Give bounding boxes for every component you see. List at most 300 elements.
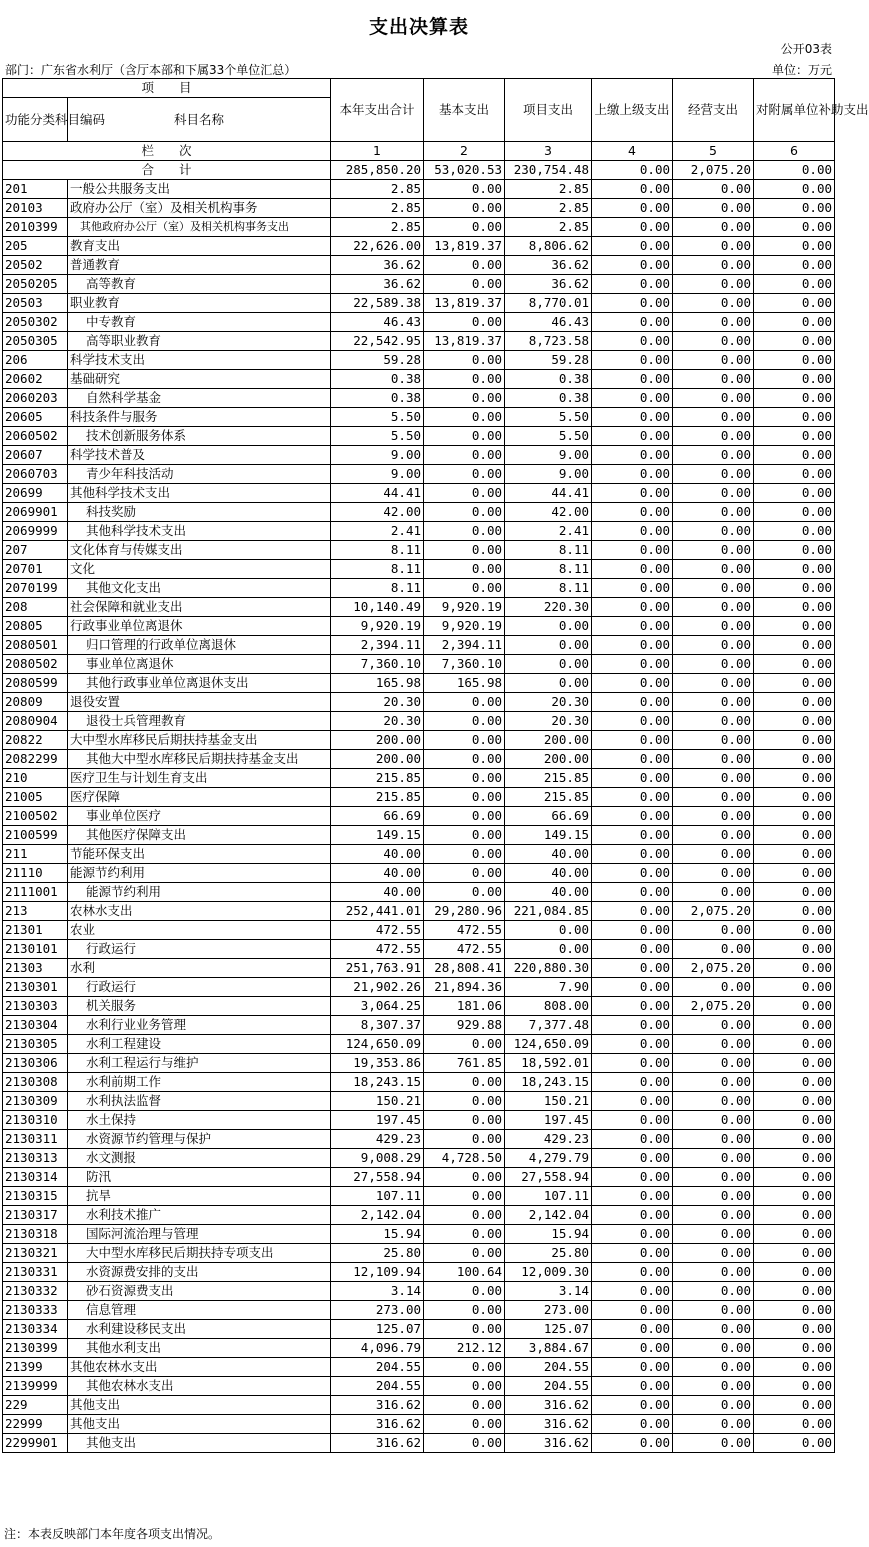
amount-cell: 0.00 bbox=[592, 1092, 673, 1111]
amount-cell: 0.00 bbox=[673, 1377, 754, 1396]
amount-cell: 4,728.50 bbox=[424, 1149, 505, 1168]
amount-cell: 0.00 bbox=[592, 218, 673, 237]
amount-cell: 0.00 bbox=[592, 1130, 673, 1149]
amount-cell: 150.21 bbox=[331, 1092, 424, 1111]
amount-cell: 0.00 bbox=[754, 1130, 835, 1149]
amount-cell: 0.00 bbox=[754, 731, 835, 750]
col-index: 1 bbox=[331, 142, 424, 161]
amount-cell: 0.00 bbox=[673, 275, 754, 294]
amount-cell: 200.00 bbox=[505, 731, 592, 750]
subject-name: 其他大中型水库移民后期扶持基金支出 bbox=[68, 750, 331, 769]
amount-cell: 125.07 bbox=[331, 1320, 424, 1339]
table-row bbox=[3, 940, 835, 959]
subject-name: 其他科学技术支出 bbox=[68, 522, 331, 541]
amount-cell: 0.00 bbox=[592, 1358, 673, 1377]
subject-name: 水利 bbox=[68, 959, 331, 978]
amount-cell: 0.00 bbox=[754, 598, 835, 617]
amount-cell: 46.43 bbox=[505, 313, 592, 332]
amount-cell: 0.00 bbox=[754, 1339, 835, 1358]
table-row bbox=[3, 1130, 835, 1149]
amount-cell: 124,650.09 bbox=[331, 1035, 424, 1054]
subject-name: 退役安置 bbox=[68, 693, 331, 712]
subject-code: 20502 bbox=[3, 256, 68, 275]
subject-code: 211 bbox=[3, 845, 68, 864]
subject-code: 2130101 bbox=[3, 940, 68, 959]
amount-cell: 8.11 bbox=[505, 579, 592, 598]
amount-cell: 0.00 bbox=[592, 313, 673, 332]
amount-cell: 0.00 bbox=[673, 655, 754, 674]
amount-cell: 27,558.94 bbox=[331, 1168, 424, 1187]
table-row bbox=[3, 1111, 835, 1130]
amount-cell: 0.00 bbox=[673, 1434, 754, 1453]
amount-cell: 0.00 bbox=[424, 769, 505, 788]
amount-cell: 204.55 bbox=[505, 1377, 592, 1396]
amount-cell: 13,819.37 bbox=[424, 332, 505, 351]
amount-cell: 107.11 bbox=[331, 1187, 424, 1206]
subject-code: 20602 bbox=[3, 370, 68, 389]
amount-cell: 0.00 bbox=[673, 541, 754, 560]
amount-cell: 100.64 bbox=[424, 1263, 505, 1282]
table-row bbox=[3, 807, 835, 826]
form-number: 公开03表 bbox=[780, 42, 832, 56]
amount-cell: 3,884.67 bbox=[505, 1339, 592, 1358]
amount-cell: 0.00 bbox=[754, 921, 835, 940]
table-row bbox=[3, 560, 835, 579]
table-row bbox=[3, 788, 835, 807]
amount-cell: 0.00 bbox=[754, 465, 835, 484]
amount-cell: 0.00 bbox=[673, 598, 754, 617]
amount-cell: 12,109.94 bbox=[331, 1263, 424, 1282]
amount-cell: 0.00 bbox=[673, 579, 754, 598]
subject-name: 其他农林水支出 bbox=[68, 1377, 331, 1396]
amount-cell: 0.00 bbox=[673, 256, 754, 275]
col-index: 4 bbox=[592, 142, 673, 161]
amount-cell: 0.00 bbox=[592, 1415, 673, 1434]
amount-cell: 0.00 bbox=[673, 845, 754, 864]
amount-cell: 0.00 bbox=[424, 731, 505, 750]
amount-cell: 0.00 bbox=[592, 845, 673, 864]
col-upper-header: 上缴上级支出 bbox=[592, 79, 673, 142]
subject-name: 水利建设移民支出 bbox=[68, 1320, 331, 1339]
subject-name: 科技条件与服务 bbox=[68, 408, 331, 427]
amount-cell: 59.28 bbox=[331, 351, 424, 370]
subject-name: 大中型水库移民后期扶持专项支出 bbox=[68, 1244, 331, 1263]
subject-code: 2299901 bbox=[3, 1434, 68, 1453]
amount-cell: 0.00 bbox=[592, 541, 673, 560]
subject-code: 2130331 bbox=[3, 1263, 68, 1282]
table-row bbox=[3, 1358, 835, 1377]
amount-cell: 0.00 bbox=[424, 465, 505, 484]
amount-cell: 0.00 bbox=[754, 1206, 835, 1225]
amount-cell: 0.00 bbox=[673, 237, 754, 256]
amount-cell: 0.00 bbox=[673, 731, 754, 750]
amount-cell: 0.00 bbox=[754, 1054, 835, 1073]
lanci-header: 栏 次 bbox=[3, 142, 331, 161]
amount-cell: 66.69 bbox=[505, 807, 592, 826]
amount-cell: 0.00 bbox=[424, 484, 505, 503]
amount-cell: 0.00 bbox=[424, 1225, 505, 1244]
amount-cell: 0.00 bbox=[592, 826, 673, 845]
total-value: 285,850.20 bbox=[331, 161, 424, 180]
amount-cell: 0.00 bbox=[592, 275, 673, 294]
amount-cell: 0.00 bbox=[754, 1149, 835, 1168]
amount-cell: 0.00 bbox=[592, 997, 673, 1016]
subject-code: 20605 bbox=[3, 408, 68, 427]
subject-code: 2130318 bbox=[3, 1225, 68, 1244]
amount-cell: 0.00 bbox=[754, 788, 835, 807]
amount-cell: 124,650.09 bbox=[505, 1035, 592, 1054]
table-row bbox=[3, 1396, 835, 1415]
table-row bbox=[3, 446, 835, 465]
amount-cell: 212.12 bbox=[424, 1339, 505, 1358]
table-row bbox=[3, 1054, 835, 1073]
amount-cell: 0.00 bbox=[673, 370, 754, 389]
amount-cell: 9,920.19 bbox=[331, 617, 424, 636]
table-row bbox=[3, 218, 835, 237]
subject-name: 其他政府办公厅（室）及相关机构事务支出 bbox=[68, 218, 331, 237]
subject-code: 2130333 bbox=[3, 1301, 68, 1320]
subject-name: 事业单位离退休 bbox=[68, 655, 331, 674]
subject-code: 2050305 bbox=[3, 332, 68, 351]
amount-cell: 0.00 bbox=[424, 1035, 505, 1054]
amount-cell: 0.00 bbox=[424, 256, 505, 275]
amount-cell: 0.00 bbox=[592, 598, 673, 617]
subject-name: 一般公共服务支出 bbox=[68, 180, 331, 199]
amount-cell: 0.00 bbox=[754, 446, 835, 465]
func-code-header: 功能分类科目编码 bbox=[3, 98, 68, 142]
amount-cell: 44.41 bbox=[331, 484, 424, 503]
amount-cell: 13,819.37 bbox=[424, 294, 505, 313]
amount-cell: 0.00 bbox=[673, 769, 754, 788]
amount-cell: 0.00 bbox=[754, 313, 835, 332]
subject-name: 水资源节约管理与保护 bbox=[68, 1130, 331, 1149]
amount-cell: 0.00 bbox=[592, 389, 673, 408]
subject-code: 2050302 bbox=[3, 313, 68, 332]
subject-code: 2069999 bbox=[3, 522, 68, 541]
subject-name: 能源节约利用 bbox=[68, 883, 331, 902]
amount-cell: 316.62 bbox=[505, 1434, 592, 1453]
amount-cell: 0.00 bbox=[754, 1187, 835, 1206]
amount-cell: 2.85 bbox=[505, 199, 592, 218]
amount-cell: 150.21 bbox=[505, 1092, 592, 1111]
amount-cell: 0.00 bbox=[754, 1168, 835, 1187]
amount-cell: 2.41 bbox=[331, 522, 424, 541]
amount-cell: 125.07 bbox=[505, 1320, 592, 1339]
subject-name: 退役士兵管理教育 bbox=[68, 712, 331, 731]
amount-cell: 5.50 bbox=[331, 427, 424, 446]
amount-cell: 0.00 bbox=[592, 921, 673, 940]
amount-cell: 0.00 bbox=[592, 978, 673, 997]
table-row bbox=[3, 389, 835, 408]
amount-cell: 0.00 bbox=[424, 1092, 505, 1111]
amount-cell: 0.38 bbox=[331, 389, 424, 408]
amount-cell: 472.55 bbox=[331, 921, 424, 940]
amount-cell: 0.00 bbox=[673, 484, 754, 503]
amount-cell: 0.00 bbox=[424, 1206, 505, 1225]
total-value: 230,754.48 bbox=[505, 161, 592, 180]
subject-code: 2080502 bbox=[3, 655, 68, 674]
subject-code: 2130321 bbox=[3, 1244, 68, 1263]
amount-cell: 36.62 bbox=[505, 256, 592, 275]
amount-cell: 9,008.29 bbox=[331, 1149, 424, 1168]
amount-cell: 40.00 bbox=[331, 845, 424, 864]
amount-cell: 0.00 bbox=[592, 560, 673, 579]
amount-cell: 0.00 bbox=[592, 1282, 673, 1301]
amount-cell: 0.00 bbox=[424, 712, 505, 731]
project-header: 项 目 bbox=[3, 79, 331, 98]
amount-cell: 2.85 bbox=[505, 218, 592, 237]
amount-cell: 0.00 bbox=[754, 1016, 835, 1035]
table-row bbox=[3, 1244, 835, 1263]
subject-code: 2130399 bbox=[3, 1339, 68, 1358]
amount-cell: 7,377.48 bbox=[505, 1016, 592, 1035]
amount-cell: 0.00 bbox=[754, 1263, 835, 1282]
subject-name: 机关服务 bbox=[68, 997, 331, 1016]
amount-cell: 0.00 bbox=[673, 1396, 754, 1415]
subject-name: 医疗卫生与计划生育支出 bbox=[68, 769, 331, 788]
amount-cell: 0.00 bbox=[673, 788, 754, 807]
amount-cell: 4,279.79 bbox=[505, 1149, 592, 1168]
amount-cell: 0.00 bbox=[592, 427, 673, 446]
amount-cell: 0.00 bbox=[673, 1168, 754, 1187]
amount-cell: 0.00 bbox=[673, 674, 754, 693]
subject-name: 抗旱 bbox=[68, 1187, 331, 1206]
subject-name: 其他行政事业单位离退休支出 bbox=[68, 674, 331, 693]
amount-cell: 0.00 bbox=[754, 1377, 835, 1396]
amount-cell: 0.00 bbox=[754, 1434, 835, 1453]
subject-code: 2080904 bbox=[3, 712, 68, 731]
amount-cell: 59.28 bbox=[505, 351, 592, 370]
amount-cell: 0.00 bbox=[424, 1187, 505, 1206]
amount-cell: 66.69 bbox=[331, 807, 424, 826]
amount-cell: 761.85 bbox=[424, 1054, 505, 1073]
table-row bbox=[3, 370, 835, 389]
subject-name: 农林水支出 bbox=[68, 902, 331, 921]
table-row bbox=[3, 1434, 835, 1453]
table-row bbox=[3, 864, 835, 883]
amount-cell: 0.00 bbox=[424, 560, 505, 579]
amount-cell: 0.00 bbox=[673, 313, 754, 332]
amount-cell: 0.00 bbox=[424, 883, 505, 902]
subject-code: 2100502 bbox=[3, 807, 68, 826]
amount-cell: 215.85 bbox=[505, 788, 592, 807]
amount-cell: 7.90 bbox=[505, 978, 592, 997]
amount-cell: 8,770.01 bbox=[505, 294, 592, 313]
subject-code: 2069901 bbox=[3, 503, 68, 522]
amount-cell: 165.98 bbox=[331, 674, 424, 693]
amount-cell: 40.00 bbox=[331, 883, 424, 902]
subject-name: 砂石资源费支出 bbox=[68, 1282, 331, 1301]
amount-cell: 9.00 bbox=[505, 446, 592, 465]
amount-cell: 0.00 bbox=[673, 1035, 754, 1054]
amount-cell: 0.00 bbox=[592, 351, 673, 370]
amount-cell: 0.00 bbox=[424, 446, 505, 465]
amount-cell: 0.00 bbox=[592, 769, 673, 788]
amount-cell: 0.00 bbox=[754, 1035, 835, 1054]
amount-cell: 0.00 bbox=[592, 712, 673, 731]
amount-cell: 252,441.01 bbox=[331, 902, 424, 921]
amount-cell: 0.00 bbox=[754, 275, 835, 294]
total-value: 53,020.53 bbox=[424, 161, 505, 180]
amount-cell: 0.00 bbox=[592, 446, 673, 465]
amount-cell: 36.62 bbox=[331, 275, 424, 294]
subject-code: 2130303 bbox=[3, 997, 68, 1016]
subject-name: 其他支出 bbox=[68, 1396, 331, 1415]
amount-cell: 5.50 bbox=[505, 427, 592, 446]
amount-cell: 0.00 bbox=[754, 541, 835, 560]
amount-cell: 215.85 bbox=[331, 788, 424, 807]
table-row bbox=[3, 237, 835, 256]
amount-cell: 9.00 bbox=[331, 446, 424, 465]
table-row bbox=[3, 256, 835, 275]
table-row bbox=[3, 769, 835, 788]
amount-cell: 0.00 bbox=[754, 750, 835, 769]
amount-cell: 0.00 bbox=[754, 883, 835, 902]
amount-cell: 0.00 bbox=[673, 351, 754, 370]
subject-name: 其他支出 bbox=[68, 1434, 331, 1453]
col-index: 3 bbox=[505, 142, 592, 161]
subject-name: 技术创新服务体系 bbox=[68, 427, 331, 446]
amount-cell: 0.38 bbox=[331, 370, 424, 389]
subject-code: 206 bbox=[3, 351, 68, 370]
amount-cell: 200.00 bbox=[331, 750, 424, 769]
amount-cell: 0.00 bbox=[754, 484, 835, 503]
amount-cell: 0.00 bbox=[424, 807, 505, 826]
amount-cell: 0.00 bbox=[592, 256, 673, 275]
amount-cell: 0.00 bbox=[592, 1035, 673, 1054]
subject-code: 2130315 bbox=[3, 1187, 68, 1206]
amount-cell: 40.00 bbox=[331, 864, 424, 883]
amount-cell: 0.00 bbox=[754, 1320, 835, 1339]
amount-cell: 0.00 bbox=[592, 1016, 673, 1035]
subject-code: 201 bbox=[3, 180, 68, 199]
col-project-header: 项目支出 bbox=[505, 79, 592, 142]
amount-cell: 2,075.20 bbox=[673, 959, 754, 978]
amount-cell: 27,558.94 bbox=[505, 1168, 592, 1187]
subject-code: 229 bbox=[3, 1396, 68, 1415]
subject-name: 其他支出 bbox=[68, 1415, 331, 1434]
amount-cell: 0.00 bbox=[673, 883, 754, 902]
amount-cell: 0.00 bbox=[673, 807, 754, 826]
amount-cell: 0.00 bbox=[424, 1320, 505, 1339]
amount-cell: 40.00 bbox=[505, 883, 592, 902]
amount-cell: 0.00 bbox=[424, 541, 505, 560]
amount-cell: 0.00 bbox=[424, 275, 505, 294]
total-value: 0.00 bbox=[754, 161, 835, 180]
subject-name: 科学技术支出 bbox=[68, 351, 331, 370]
amount-cell: 0.00 bbox=[592, 1073, 673, 1092]
subject-name: 高等职业教育 bbox=[68, 332, 331, 351]
amount-cell: 0.00 bbox=[592, 655, 673, 674]
amount-cell: 0.00 bbox=[754, 332, 835, 351]
amount-cell: 5.50 bbox=[331, 408, 424, 427]
amount-cell: 0.00 bbox=[424, 826, 505, 845]
amount-cell: 273.00 bbox=[331, 1301, 424, 1320]
amount-cell: 2,142.04 bbox=[331, 1206, 424, 1225]
table-row bbox=[3, 693, 835, 712]
subject-name: 其他农林水支出 bbox=[68, 1358, 331, 1377]
amount-cell: 0.00 bbox=[592, 180, 673, 199]
amount-cell: 0.00 bbox=[754, 807, 835, 826]
amount-cell: 21,902.26 bbox=[331, 978, 424, 997]
amount-cell: 0.00 bbox=[424, 199, 505, 218]
table-row bbox=[3, 636, 835, 655]
amount-cell: 0.00 bbox=[424, 864, 505, 883]
subject-code: 2130334 bbox=[3, 1320, 68, 1339]
subject-name: 水资源费安排的支出 bbox=[68, 1263, 331, 1282]
subject-name: 农业 bbox=[68, 921, 331, 940]
subject-name: 行政运行 bbox=[68, 978, 331, 997]
amount-cell: 220.30 bbox=[505, 598, 592, 617]
amount-cell: 4,096.79 bbox=[331, 1339, 424, 1358]
table-row bbox=[3, 750, 835, 769]
amount-cell: 0.00 bbox=[754, 1111, 835, 1130]
subject-code: 2050205 bbox=[3, 275, 68, 294]
col-basic-header: 基本支出 bbox=[424, 79, 505, 142]
amount-cell: 19,353.86 bbox=[331, 1054, 424, 1073]
table-row bbox=[3, 1320, 835, 1339]
amount-cell: 36.62 bbox=[331, 256, 424, 275]
amount-cell: 0.00 bbox=[592, 522, 673, 541]
amount-cell: 44.41 bbox=[505, 484, 592, 503]
amount-cell: 0.00 bbox=[424, 370, 505, 389]
amount-cell: 0.00 bbox=[424, 522, 505, 541]
subject-name: 信息管理 bbox=[68, 1301, 331, 1320]
subject-name: 水土保持 bbox=[68, 1111, 331, 1130]
amount-cell: 0.00 bbox=[424, 1130, 505, 1149]
amount-cell: 0.00 bbox=[592, 807, 673, 826]
table-row bbox=[3, 503, 835, 522]
amount-cell: 0.00 bbox=[673, 1111, 754, 1130]
amount-cell: 197.45 bbox=[505, 1111, 592, 1130]
amount-cell: 0.00 bbox=[673, 294, 754, 313]
amount-cell: 22,542.95 bbox=[331, 332, 424, 351]
subject-name: 其他医疗保障支出 bbox=[68, 826, 331, 845]
amount-cell: 0.00 bbox=[673, 199, 754, 218]
amount-cell: 200.00 bbox=[505, 750, 592, 769]
subject-code: 2060502 bbox=[3, 427, 68, 446]
amount-cell: 0.00 bbox=[754, 1358, 835, 1377]
amount-cell: 22,626.00 bbox=[331, 237, 424, 256]
amount-cell: 0.00 bbox=[592, 484, 673, 503]
table-row bbox=[3, 294, 835, 313]
amount-cell: 0.00 bbox=[673, 522, 754, 541]
amount-cell: 0.00 bbox=[754, 674, 835, 693]
page-title: 支出决算表 bbox=[368, 16, 469, 38]
amount-cell: 929.88 bbox=[424, 1016, 505, 1035]
subject-name: 行政事业单位离退休 bbox=[68, 617, 331, 636]
subject-name: 防汛 bbox=[68, 1168, 331, 1187]
amount-cell: 251,763.91 bbox=[331, 959, 424, 978]
amount-cell: 0.00 bbox=[673, 1073, 754, 1092]
amount-cell: 0.00 bbox=[424, 693, 505, 712]
amount-cell: 8.11 bbox=[505, 560, 592, 579]
amount-cell: 200.00 bbox=[331, 731, 424, 750]
amount-cell: 0.00 bbox=[592, 750, 673, 769]
subject-code: 205 bbox=[3, 237, 68, 256]
subject-name: 事业单位医疗 bbox=[68, 807, 331, 826]
amount-cell: 0.00 bbox=[673, 750, 754, 769]
table-row bbox=[3, 712, 835, 731]
footnote: 注：本表反映部门本年度各项支出情况。 bbox=[4, 1527, 221, 1541]
subject-name: 国际河流治理与管理 bbox=[68, 1225, 331, 1244]
table-row bbox=[3, 1301, 835, 1320]
amount-cell: 0.00 bbox=[673, 940, 754, 959]
amount-cell: 0.00 bbox=[673, 864, 754, 883]
table-row bbox=[3, 1282, 835, 1301]
unit-label: 单位：万元 bbox=[771, 63, 832, 77]
amount-cell: 0.00 bbox=[673, 1149, 754, 1168]
